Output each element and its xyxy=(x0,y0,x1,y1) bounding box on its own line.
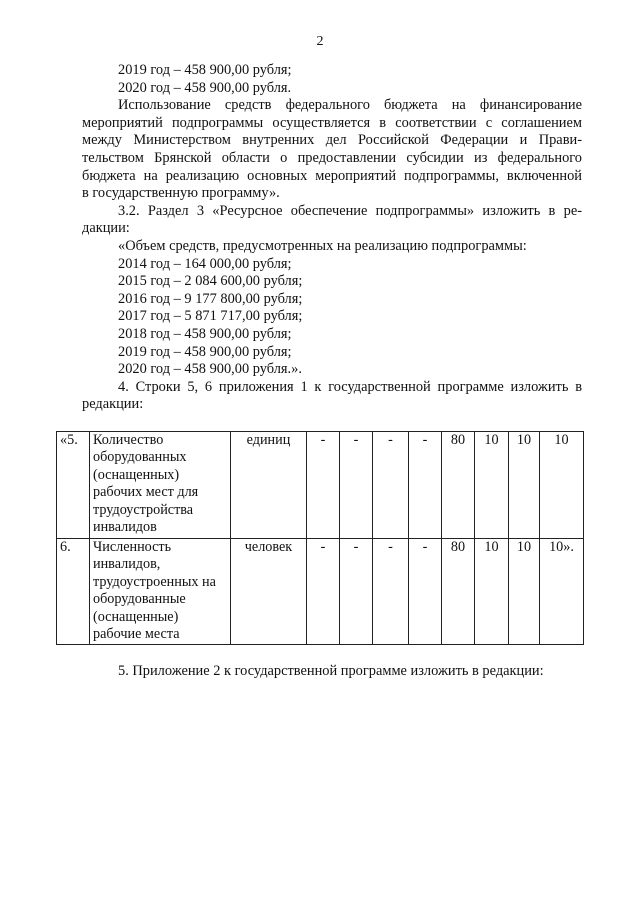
paragraph-appendix-2: 5. Приложение 2 к государственной программе изложить в редакции: xyxy=(118,663,544,679)
line-2016: 2016 год – 9 177 800,00 рубля; xyxy=(118,290,303,307)
paragraph-volume-heading: «Объем средств, предусмотренных на реализацию подпрограммы: xyxy=(118,237,527,254)
value-cell: - xyxy=(340,432,373,539)
value-cell: 80 xyxy=(442,539,475,645)
indicator-name: Численность инвалидов, трудоустроенных на оборудованные (оснащенные) рабочие места xyxy=(90,539,231,645)
paragraph-rows-5-6-l1: 4. Строки 5, 6 приложения 1 к государственной программе изложить в xyxy=(118,378,582,395)
line-2015: 2015 год – 2 084 600,00 рубля; xyxy=(118,273,303,290)
line-2020: 2020 год – 458 900,00 рубля. xyxy=(118,79,292,96)
line-2019: 2019 год – 458 900,00 рубля; xyxy=(118,62,292,78)
unit: единиц xyxy=(231,432,307,539)
line-2019-b: 2019 год – 458 900,00 рубля; xyxy=(118,343,292,360)
paragraph-section-3-l1: 3.2. Раздел 3 «Ресурсное обеспечение подпрограммы» изложить в ре- xyxy=(118,202,582,219)
paragraph-rows-5-6-l2: редакции: xyxy=(82,396,144,413)
value-cell: - xyxy=(409,539,442,645)
value-cell: 10 xyxy=(540,432,584,539)
value-cell: 10 xyxy=(509,432,540,539)
line-2018: 2018 год – 458 900,00 рубля; xyxy=(118,325,292,342)
value-cell: 10 xyxy=(509,539,540,645)
table-row xyxy=(57,432,584,539)
value-cell: 80 xyxy=(442,432,475,539)
line-2020-b: 2020 год – 458 900,00 рубля.». xyxy=(118,361,302,378)
value-cell: - xyxy=(409,432,442,539)
value-cell: - xyxy=(373,539,409,645)
indicator-name: Количество оборудованных (оснащенных) рабочих мест для трудоустройства инвалидов xyxy=(90,432,231,539)
paragraph-federal-budget-l6: в государственную программу». xyxy=(82,185,280,202)
value-cell: - xyxy=(307,432,340,539)
value-cell: 10 xyxy=(475,432,509,539)
unit: человек xyxy=(231,539,307,645)
paragraph-federal-budget-l3: между Министерством внутренних дел Российской Федерации и Прави- xyxy=(82,132,582,149)
line-2014: 2014 год – 164 000,00 рубля; xyxy=(118,255,292,272)
value-cell: 10 xyxy=(475,539,509,645)
page-number: 2 xyxy=(316,34,324,49)
row-number: «5. xyxy=(57,432,90,539)
paragraph-federal-budget-l4: тельством Брянской области о предоставлении субсидии из федерального xyxy=(82,149,582,166)
value-cell: - xyxy=(373,432,409,539)
value-cell: - xyxy=(307,539,340,645)
indicators-table xyxy=(56,431,584,645)
value-cell: 10». xyxy=(540,539,584,645)
paragraph-federal-budget-l5: бюджета на реализацию основных мероприятий подпрограммы, включенной xyxy=(82,167,582,184)
table-row xyxy=(57,539,584,645)
value-cell: - xyxy=(340,539,373,645)
paragraph-section-3-l2: дакции: xyxy=(82,220,130,237)
paragraph-federal-budget-l2: мероприятий подпрограммы осуществляется в соответствии с соглашением xyxy=(82,114,582,131)
row-number: 6. xyxy=(57,539,90,645)
document-body-top xyxy=(82,62,582,414)
paragraph-federal-budget-l1: Использование средств федерального бюджета на финансирование xyxy=(118,97,582,114)
line-2017: 2017 год – 5 871 717,00 рубля; xyxy=(118,308,303,325)
